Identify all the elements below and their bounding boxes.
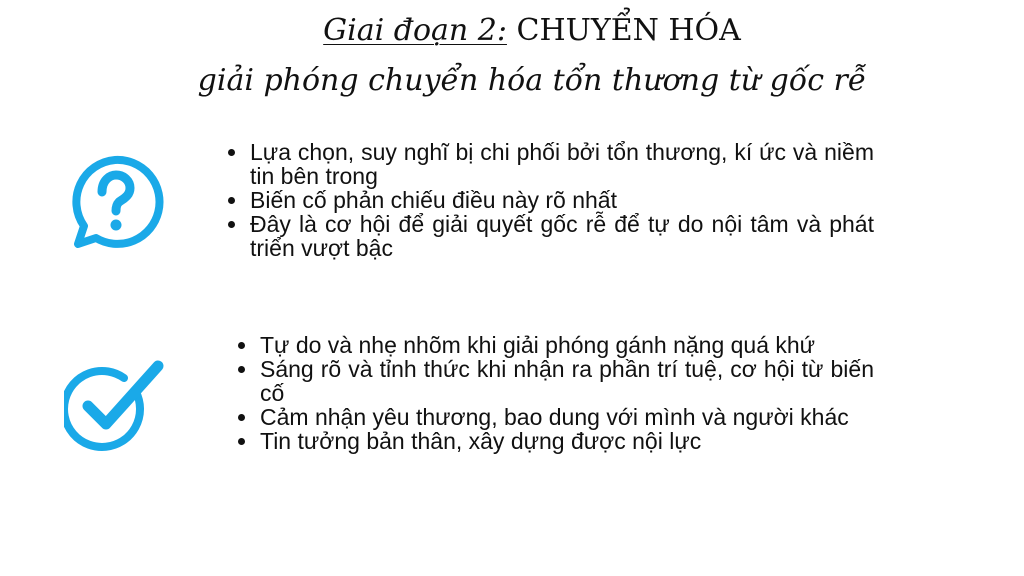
list-item: Tin tưởng bản thân, xây dựng được nội lực	[236, 429, 874, 453]
list-item: Đây là cơ hội để giải quyết gốc rễ để tự do nội tâm và phát triển vượt bậc	[226, 212, 874, 260]
slide-title	[0, 10, 1024, 52]
question-bubble-icon	[66, 154, 164, 250]
list-item: Biến cố phản chiếu điều này rõ nhất	[226, 188, 874, 212]
list-item: Cảm nhận yêu thương, bao dung với mình và người khác	[236, 405, 874, 429]
situation-list	[226, 140, 874, 260]
list-item: Lựa chọn, suy nghĩ bị chi phối bởi tổn thương, kí ức và niềm tin bên trong	[226, 140, 874, 188]
slide-subtitle: giải phóng chuyển hóa tổn thương từ gốc rễ	[197, 63, 867, 98]
stage-name: CHUYỂN HÓA	[516, 13, 741, 48]
list-item: Tự do và nhẹ nhõm khi giải phóng gánh nặng quá khứ	[236, 333, 874, 357]
stage-label: Giai đoạn 2:	[323, 13, 507, 48]
check-circle-icon	[64, 356, 166, 456]
outcome-list	[236, 333, 874, 453]
list-item: Sáng rõ và tỉnh thức khi nhận ra phần trí tuệ, cơ hội từ biến cố	[236, 357, 874, 405]
